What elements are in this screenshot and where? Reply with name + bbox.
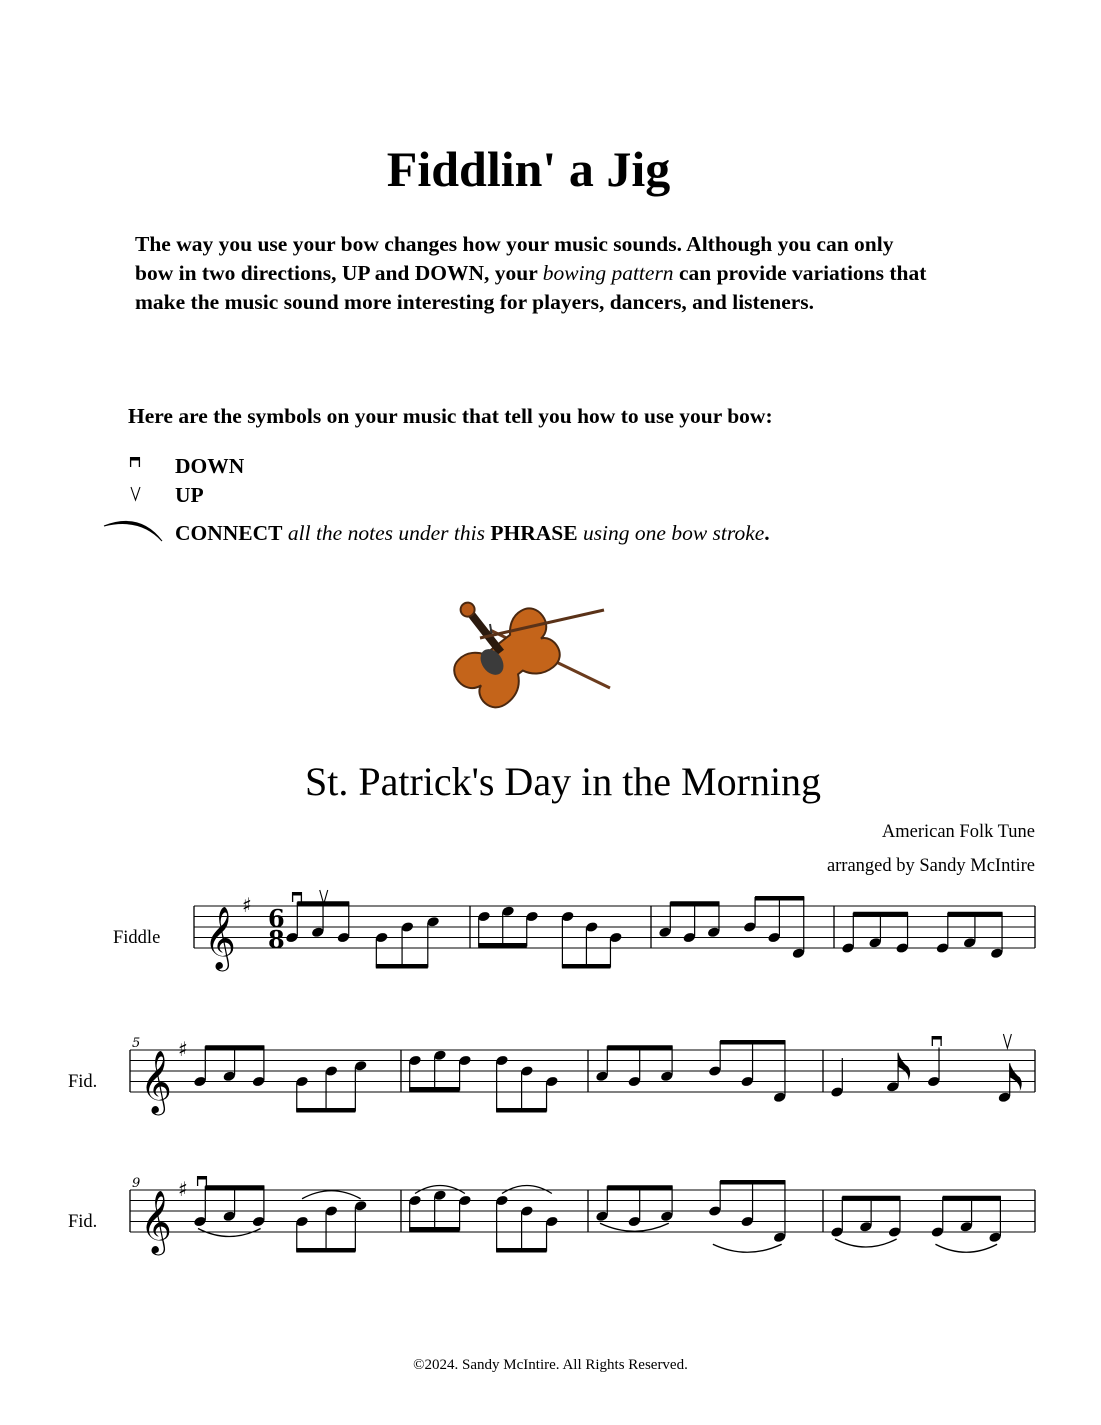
beam [496, 1108, 546, 1113]
composer: American Folk Tune [881, 822, 1035, 842]
connect-period: . [764, 521, 770, 545]
slur-icon [104, 521, 162, 541]
beam [948, 912, 1003, 917]
symbols-heading: Here are the symbols on your music that tell you how to use your bow: [128, 404, 773, 428]
sharp-icon: ♯ [178, 1177, 188, 1201]
time-signature-bottom: 8 [268, 925, 285, 954]
connect-bold: CONNECT [175, 521, 283, 545]
treble-clef-icon: 𝄞 [140, 1190, 172, 1253]
flag-icon [898, 1053, 910, 1081]
up-bow-icon [1003, 1034, 1011, 1048]
connect-italic: all the notes under this [282, 521, 491, 545]
beam [409, 1227, 459, 1232]
beam [478, 943, 527, 948]
beam [607, 1185, 672, 1190]
flag-icon [1010, 1063, 1022, 1091]
down-bow-icon [932, 1036, 942, 1040]
beam [943, 1196, 1001, 1201]
beam [607, 1045, 672, 1050]
slur-icon [935, 1244, 997, 1252]
phrase-bold: PHRASE [490, 521, 578, 545]
sheet-music [130, 890, 1035, 1256]
slur-icon [713, 1244, 782, 1252]
time-signature-top: 6 [268, 904, 285, 933]
down-label: DOWN [175, 454, 245, 478]
beam [670, 901, 719, 906]
staff-label-fid-3: Fid. [68, 1212, 98, 1232]
beam [296, 1108, 355, 1113]
beam [755, 896, 804, 901]
down-bow-icon [130, 457, 140, 467]
beam [205, 1045, 264, 1050]
down-bow-icon [197, 1176, 207, 1180]
beam [562, 964, 611, 969]
beam [720, 1180, 785, 1185]
measure-number: 9 [132, 1176, 141, 1191]
beam [205, 1185, 264, 1190]
staff-label-fiddle: Fiddle [113, 928, 161, 948]
intro-text-1: The way you use your bow changes how your music sounds. Although you can only bow in two directions, UP and DOWN, your [135, 232, 894, 285]
up-label: UP [175, 483, 204, 507]
beam [376, 964, 428, 969]
treble-clef-icon: 𝄞 [204, 906, 236, 969]
copyright: ©2024. Sandy McIntire. All Rights Reserved. [413, 1357, 688, 1373]
connect-italic-2: using one bow stroke [577, 521, 765, 545]
beam [496, 1248, 546, 1253]
violin-illustration-icon [423, 570, 610, 718]
slur-icon [302, 1191, 361, 1199]
slur-icon [835, 1239, 897, 1247]
beam [409, 1087, 459, 1092]
up-bow-icon [131, 487, 140, 500]
beam [853, 912, 908, 917]
treble-clef-icon: 𝄞 [140, 1050, 172, 1113]
beam [296, 1248, 355, 1253]
sharp-icon: ♯ [242, 893, 252, 917]
measure-number: 5 [132, 1036, 141, 1051]
arranger: arranged by Sandy McIntire [826, 856, 1035, 876]
sharp-icon: ♯ [178, 1037, 188, 1061]
tune-title: St. Patrick's Day in the Morning [305, 759, 822, 804]
staff-label-fid-2: Fid. [68, 1072, 98, 1092]
page-title: Fiddlin' a Jig [386, 141, 671, 197]
beam [720, 1040, 785, 1045]
intro-italic: bowing pattern [542, 261, 674, 285]
intro-text-2: can provide variations that make the music sound more interesting for players, dancers, and listeners. [135, 261, 927, 314]
beam [842, 1196, 900, 1201]
down-bow-icon [292, 892, 302, 896]
